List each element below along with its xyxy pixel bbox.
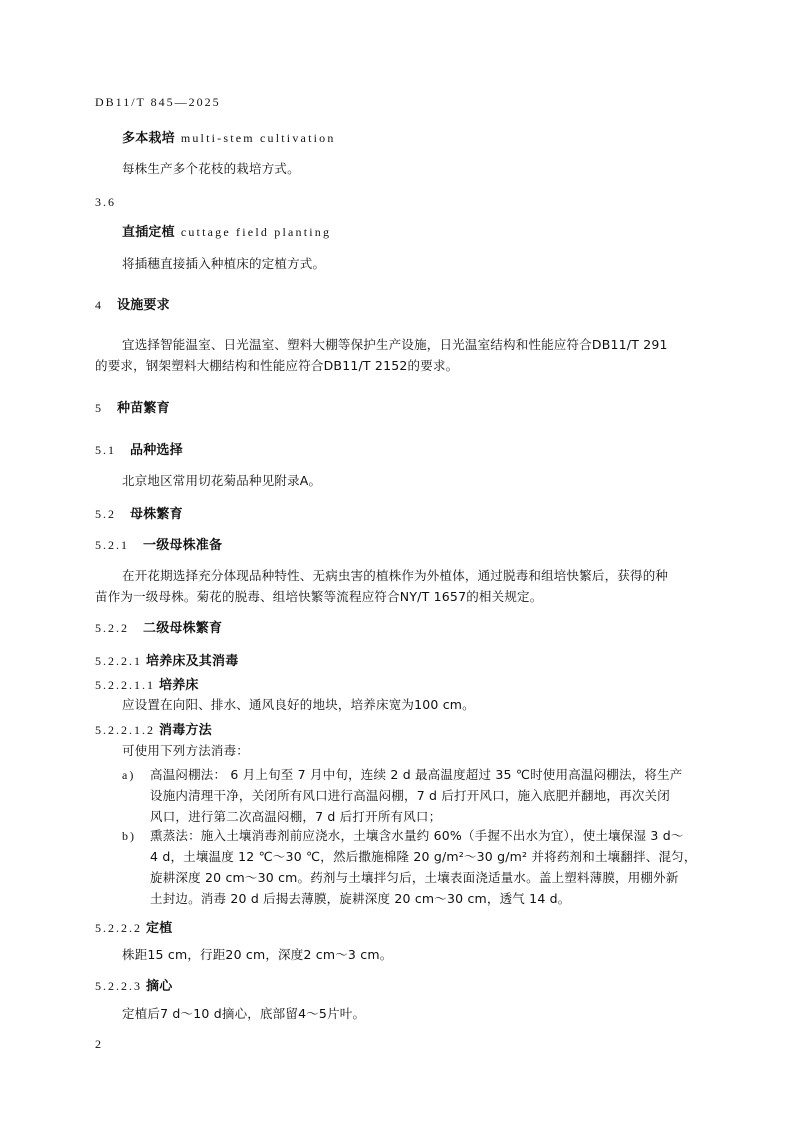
section-heading	[95, 920, 172, 937]
paragraph-line: 北京地区常用切花菊品种见附录A。	[122, 473, 322, 488]
list-item-line: 设施内清理干净，关闭所有风口进行高温闷棚，7 d 后打开风口，施入底肥并翻地，再次关闭	[150, 788, 670, 803]
section-number: 5.2.2	[95, 621, 129, 635]
section-number: 5.2.1	[95, 538, 129, 552]
list-marker: b)	[122, 829, 136, 843]
paragraph-line: 宜选择智能温室、日光温室、塑料大棚等保护生产设施，日光温室结构和性能应符合DB11/T 291	[122, 337, 668, 352]
term-definition: 每株生产多个花枝的栽培方式。	[122, 161, 300, 176]
section-number: 3.6	[95, 195, 116, 209]
section-heading	[95, 677, 199, 694]
section-title: 二级母株繁育	[143, 621, 223, 636]
paragraph-line: 定植后7 d～10 d摘心，底部留4～5片叶。	[122, 1006, 366, 1021]
section-title: 种苗繁育	[117, 401, 170, 416]
paragraph-line: 在开花期选择充分体现品种特性、无病虫害的植株作为外植体，通过脱毒和组培快繁后，获得的种	[122, 568, 669, 583]
paragraph-line: 的要求，钢架塑料大棚结构和性能应符合DB11/T 2152的要求。	[95, 358, 459, 373]
term-title	[122, 224, 331, 241]
term-title-en: multi-stem cultivation	[180, 131, 336, 145]
section-title: 设施要求	[117, 298, 170, 313]
section-heading	[95, 506, 183, 523]
section-heading	[95, 537, 222, 554]
section-heading	[95, 722, 212, 739]
term-definition: 将插穗直接插入种植床的定植方式。	[122, 256, 326, 271]
list-item-line: 4 d，土壤温度 12 ℃～30 ℃，然后撒施棉隆 20 g/m²～30 g/m² 并将药剂和土壤翻拌、混匀，	[150, 849, 697, 864]
term-title-en: cuttage field planting	[180, 225, 332, 239]
section-title: 定植	[146, 921, 173, 936]
section-title: 母株繁育	[130, 507, 183, 522]
section-title: 培养床及其消毒	[146, 654, 239, 669]
section-number: 5.2.2.2	[95, 921, 142, 935]
section-title: 一级母株准备	[143, 538, 223, 553]
document-code: DB11/T 845—2025	[95, 95, 221, 109]
section-heading	[95, 297, 170, 314]
list-item-line: 高温闷棚法： 6 月上旬至 7 月中旬，连续 2 d 最高温度超过 35 ℃时使用高温闷棚法，将生产	[150, 767, 683, 782]
section-number: 5.1	[95, 443, 116, 457]
section-number: 4	[95, 298, 103, 312]
list-item-line: 熏蒸法：施入土壤消毒剂前应浇水，土壤含水量约 60%（手握不出水为宜），使土壤保湿 3 d～	[150, 828, 684, 843]
section-title: 消毒方法	[159, 723, 212, 738]
section-number: 5.2.2.3	[95, 979, 142, 993]
term-title-cn: 多本栽培	[122, 131, 175, 146]
section-heading	[95, 400, 170, 417]
paragraph-line: 苗作为一级母株。菊花的脱毒、组培快繁等流程应符合NY/T 1657的相关规定。	[95, 589, 543, 604]
term-title	[122, 130, 336, 147]
list-marker: a)	[122, 768, 136, 782]
section-heading	[95, 653, 238, 670]
section-number: 5.2.2.1.1	[95, 678, 155, 692]
paragraph-line: 可使用下列方法消毒：	[122, 743, 250, 758]
paragraph-line: 株距15 cm，行距20 cm，深度2 cm～3 cm。	[122, 947, 393, 962]
list-item-line: 土封边。消毒 20 d 后揭去薄膜，旋耕深度 20 cm～30 cm，透气 14 d。	[150, 891, 571, 906]
paragraph-line: 应设置在向阳、排水、通风良好的地块，培养床宽为100 cm。	[122, 697, 475, 712]
section-number: 5.2	[95, 507, 116, 521]
section-heading	[95, 978, 172, 995]
section-title: 培养床	[159, 678, 199, 693]
term-title-cn: 直插定植	[122, 225, 175, 240]
section-heading	[95, 442, 183, 459]
section-number: 5.2.2.1	[95, 654, 142, 668]
section-heading	[95, 620, 222, 637]
page-number: 2	[95, 1037, 103, 1051]
section-title: 品种选择	[130, 443, 183, 458]
section-number: 5	[95, 401, 103, 415]
section-title: 摘心	[146, 979, 173, 994]
section-number: 5.2.2.1.2	[95, 723, 155, 737]
list-item-line: 旋耕深度 20 cm～30 cm。药剂与土壤拌匀后，土壤表面浇适量水。盖上塑料薄膜，用棚外新	[150, 870, 679, 885]
list-item-line: 风口，进行第二次高温闷棚，7 d 后打开所有风口；	[150, 809, 442, 824]
